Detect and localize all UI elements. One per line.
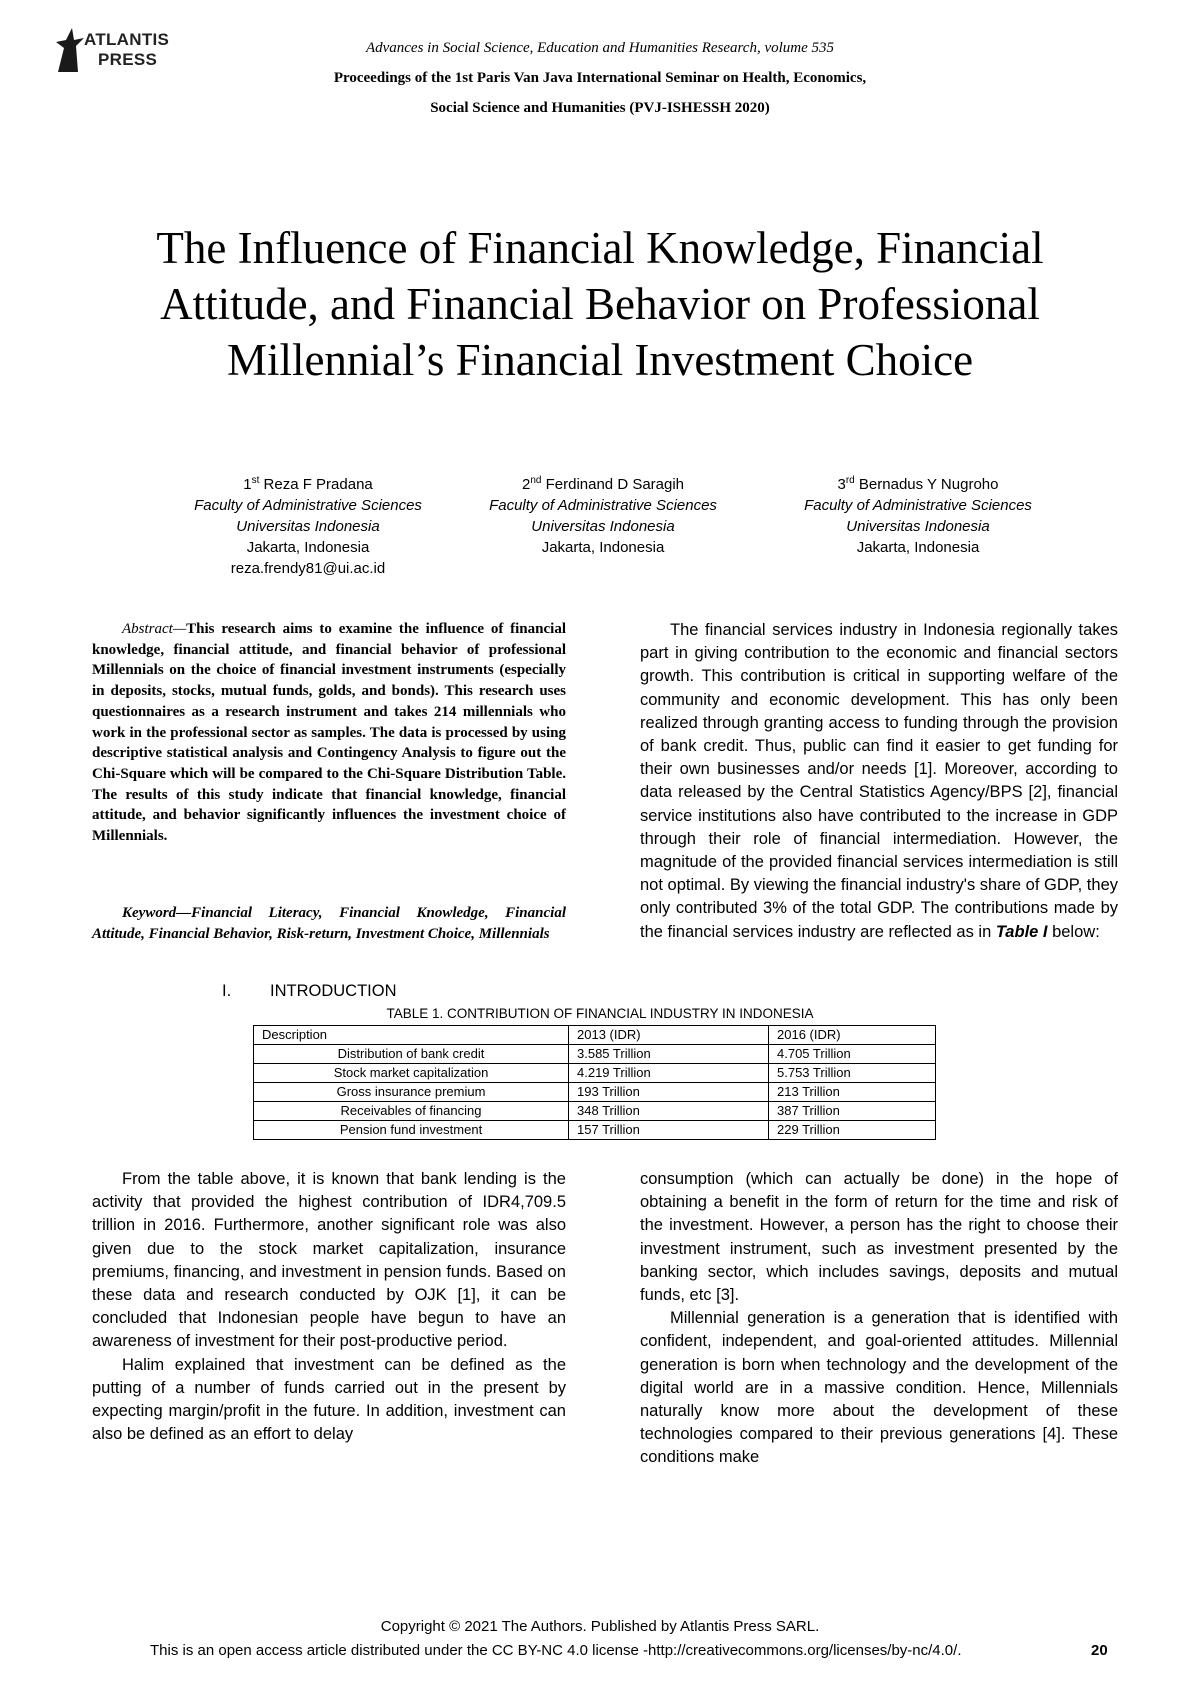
table-caption: TABLE 1. CONTRIBUTION OF FINANCIAL INDUSTRY IN INDONESIA — [386, 1006, 814, 1021]
author-faculty: Faculty of Administrative Sciences — [804, 497, 1032, 514]
financial-industry-table — [253, 1025, 936, 1140]
keywords — [92, 903, 566, 944]
author-faculty: Faculty of Administrative Sciences — [194, 497, 422, 514]
table-header-row — [254, 1026, 936, 1045]
table-cell: 193 Trillion — [569, 1083, 769, 1102]
right-column-bottom — [640, 1168, 1118, 1470]
table-row — [254, 1083, 936, 1102]
page-number: 20 — [1091, 1642, 1108, 1659]
keywords-text: Keyword—Financial Literacy, Financial Knowledge, Financial Attitude, Financial Behavior, Risk-return, Investment Choice, Millennials — [92, 905, 566, 942]
table-cell: 348 Trillion — [569, 1102, 769, 1121]
logo-text-atlantis: ATLANTIS — [84, 30, 170, 49]
author-city: Jakarta, Indonesia — [246, 539, 370, 556]
table-cell: 157 Trillion — [569, 1121, 769, 1140]
table-cell: 213 Trillion — [769, 1083, 936, 1102]
author-block-3 — [758, 470, 1078, 558]
section-heading-introduction — [222, 982, 397, 1001]
series-title: Advances in Social Science, Education and Humanities Research, volume 535 — [365, 40, 835, 56]
column-header: 2013 (IDR) — [569, 1026, 769, 1045]
paragraph: From the table above, it is known that bank lending is the activity that provided the highest contribution of IDR4,709.5 trillion in 2016. Furthermore, another significant role was also given due to the stock market capitalization, insurance premiums, financing, and investment in pension funds. Based on these data and research conducted by OJK [1], it can be concluded that Indonesian people have begun to have an awareness of investment for their post-productive period. — [92, 1170, 566, 1351]
author-name: 2nd Ferdinand D Saragih — [521, 475, 685, 493]
proceedings-line-2: Social Science and Humanities (PVJ-ISHESSH 2020) — [430, 100, 770, 116]
table-cell: 5.753 Trillion — [769, 1064, 936, 1083]
table-cell: Stock market capitalization — [254, 1064, 569, 1083]
author-email[interactable]: reza.frendy81@ui.ac.id — [230, 560, 386, 577]
column-header: Description — [254, 1026, 569, 1045]
table-cell: Gross insurance premium — [254, 1083, 569, 1102]
section-number: I. — [222, 982, 232, 1000]
table-row — [254, 1102, 936, 1121]
right-column-top — [640, 619, 1118, 944]
author-city: Jakarta, Indonesia — [541, 539, 665, 556]
paragraph: Millennial generation is a generation that is identified with confident, independent, and goal-oriented attitudes. Millennial generation is born when technology and the development of the digital world are in a massive condition. Hence, Millennials naturally know more about the development of these technologies compared to their previous generations [4]. These conditions make — [640, 1309, 1118, 1467]
table-cell: 4.705 Trillion — [769, 1045, 936, 1064]
author-university: Universitas Indonesia — [236, 518, 380, 535]
author-block-1 — [148, 470, 468, 579]
section-title: INTRODUCTION — [270, 982, 397, 1000]
table-cell: 387 Trillion — [769, 1102, 936, 1121]
table-cell: Receivables of financing — [254, 1102, 569, 1121]
paragraph: Halim explained that investment can be defined as the putting of a number of funds carried out in the present by expecting margin/profit in the future. In addition, investment can also be defined as an effort to delay — [92, 1355, 566, 1444]
paragraph-text: The financial services industry in Indonesia regionally takes part in giving contribution to the economic and financial sectors growth. This contribution is critical in supporting welfare of the community and economic development. This has only been realized through granting access to funding through the provision of bank credit. Thus, public can find it easier to get funding for their own businesses and/or needs [1]. Moreover, according to data released by the Central Statistics Agency/BPS [2], financial service institutions also have contributed to the increase in GDP through their role of financial intermediation. However, the magnitude of the provided financial services intermediation is still not optimal. By viewing the financial industry's share of GDP, they only contributed 3% of the total GDP. The contributions made by the financial services industry are reflected as in — [640, 621, 1118, 941]
table-cell: Pension fund investment — [254, 1121, 569, 1140]
table-row — [254, 1045, 936, 1064]
table-cell: 229 Trillion — [769, 1121, 936, 1140]
column-header: 2016 (IDR) — [769, 1026, 936, 1045]
table-row — [254, 1064, 936, 1083]
paragraph: consumption (which can actually be done) in the hope of obtaining a benefit in the form of return for the time and risk of the investment. However, a person has the right to choose their investment instrument, such as investment presented by the banking sector, which includes savings, deposits and mutual funds, etc [3]. — [640, 1170, 1118, 1305]
license-notice[interactable]: This is an open access article distributed under the CC BY-NC 4.0 license -http://creativecommons.org/licenses/by-nc/4.0/. — [150, 1642, 962, 1659]
table-cell: 3.585 Trillion — [569, 1045, 769, 1064]
copyright-notice: Copyright © 2021 The Authors. Published by Atlantis Press SARL. — [380, 1618, 820, 1635]
table-reference: Table I — [995, 922, 1048, 941]
abstract — [92, 619, 566, 847]
abstract-text: This research aims to examine the influence of financial knowledge, financial attitude, and financial behavior of professional Millennials on the choice of financial investment instruments (especially in deposits, stocks, mutual funds, golds, and bonds). This research uses questionnaires as a research instrument and takes 214 millennials who work in the professional sector as samples. The data is processed by using descriptive statistical analysis and Contingency Analysis to figure out the Chi-Square which will be compared to the Chi-Square Distribution Table. The results of this study indicate that financial knowledge, financial attitude, and behavior significantly influences the investment choice of Millennials. — [92, 621, 566, 845]
paper-title: The Influence of Financial Knowledge, Financial Attitude, and Financial Behavior on Professional Millennial’s Financial Investment Choice — [156, 223, 1044, 385]
author-faculty: Faculty of Administrative Sciences — [489, 497, 717, 514]
author-university: Universitas Indonesia — [531, 518, 675, 535]
paragraph-suffix: below: — [1047, 922, 1100, 941]
author-block-2 — [443, 470, 763, 558]
proceedings-line-1: Proceedings of the 1st Paris Van Java International Seminar on Health, Economics, — [333, 70, 867, 86]
author-name: 1st Reza F Pradana — [243, 475, 373, 493]
table-row — [254, 1121, 936, 1140]
author-university: Universitas Indonesia — [846, 518, 990, 535]
logo-text-press: PRESS — [98, 50, 158, 69]
table-cell: 4.219 Trillion — [569, 1064, 769, 1083]
table-cell: Distribution of bank credit — [254, 1045, 569, 1064]
left-column-bottom — [92, 1168, 566, 1446]
abstract-label: Abstract— — [122, 621, 187, 637]
author-name: 3rd Bernadus Y Nugroho — [837, 475, 999, 493]
author-city: Jakarta, Indonesia — [856, 539, 980, 556]
